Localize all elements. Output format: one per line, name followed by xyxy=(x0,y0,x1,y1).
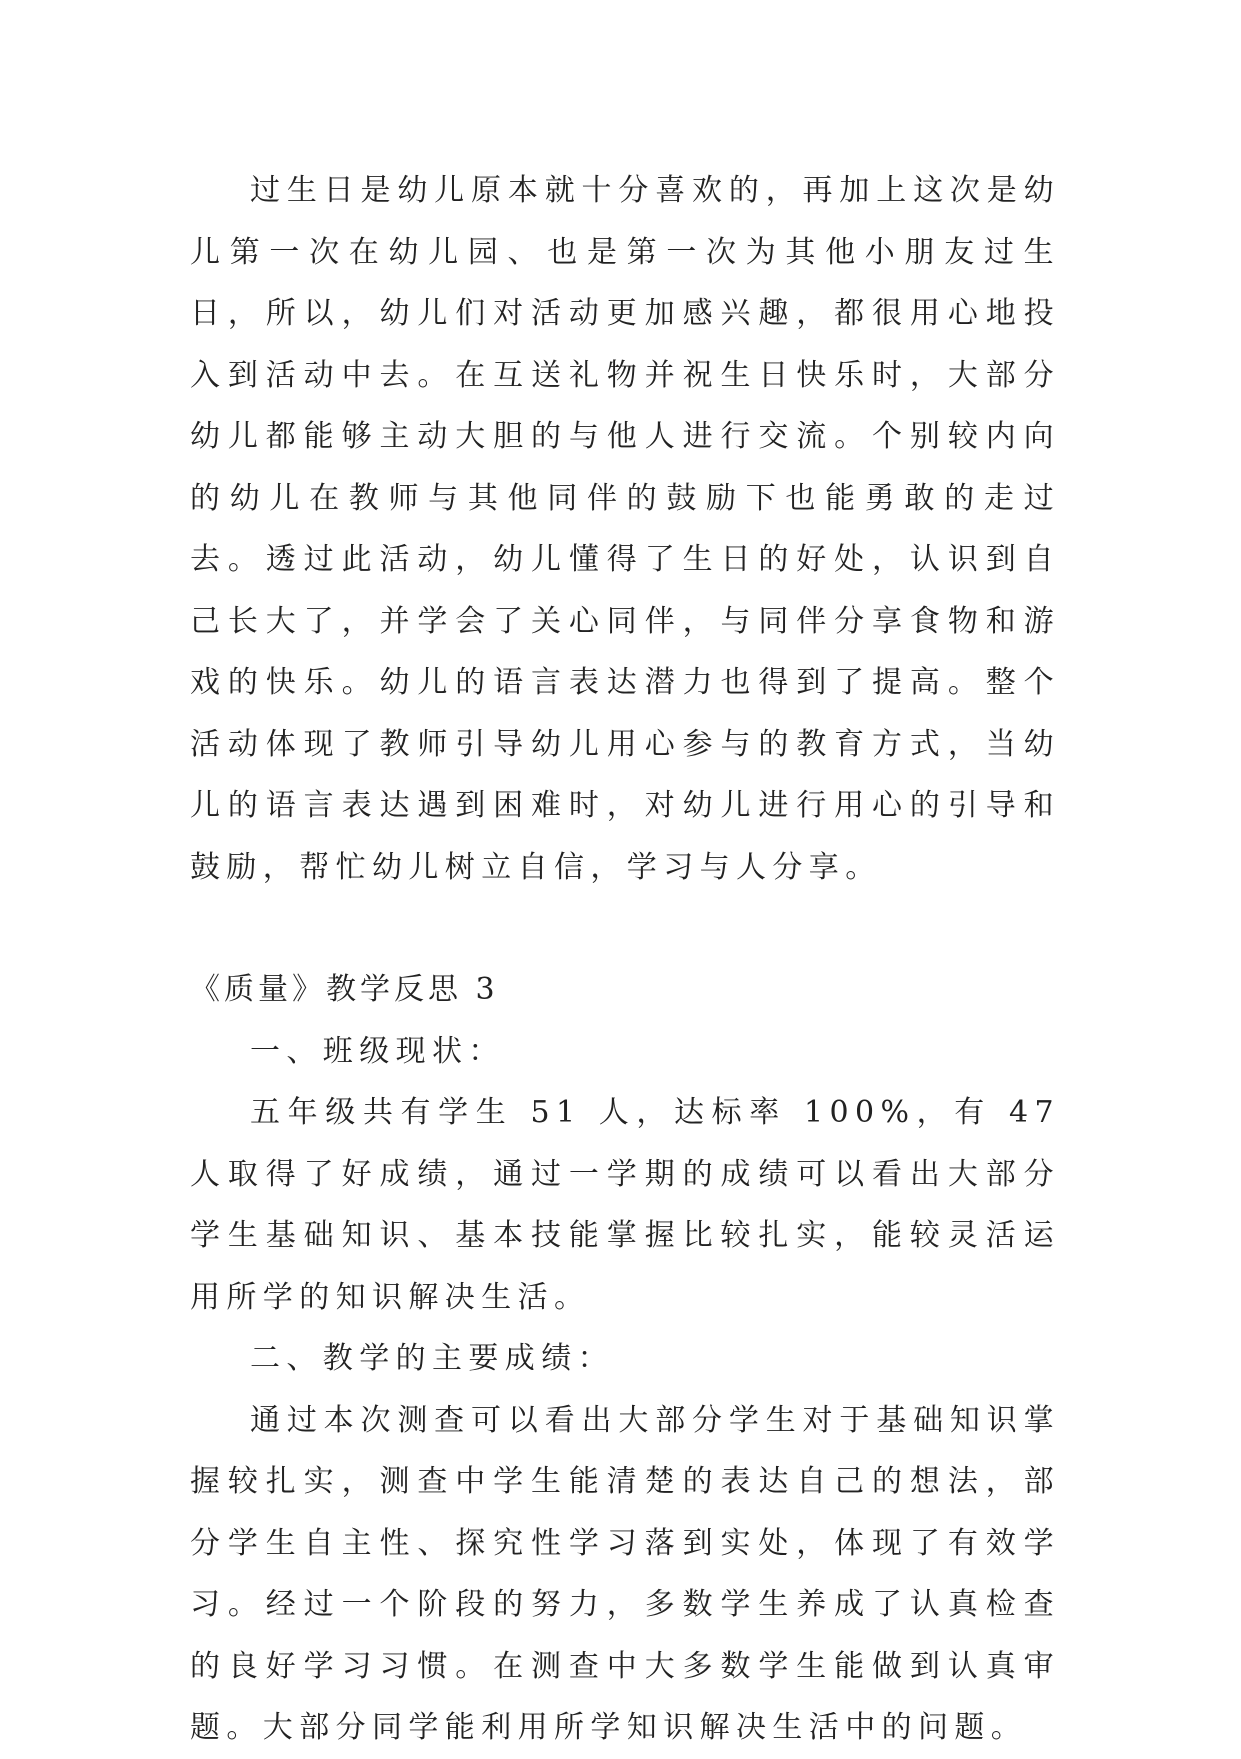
subheading-class-status: 一、班级现状： xyxy=(250,1033,505,1069)
paragraph-class-status: 五年级共有学生 51 人，达标率 100%，有 47 人取得了好成绩，通过一学期的成绩可以看出大部分学生基础知识、基本技能掌握比较扎实，能较灵活运用所学的知识解决生活。 xyxy=(190,1095,1060,1315)
paragraph-birthday-reflection: 过生日是幼儿原本就十分喜欢的，再加上这次是幼儿第一次在幼儿园、也是第一次为其他小朋友过生日，所以，幼儿们对活动更加感兴趣，都很用心地投入到活动中去。在互送礼物并祝生日快乐时，大部分幼儿都能够主动大胆的与他人进行交流。个别较内向的幼儿在教师与其他同伴的鼓励下也能勇敢的走过去。透过此活动，幼儿懂得了生日的好处，认识到自己长大了，并学会了关心同伴，与同伴分享食物和游戏的快乐。幼儿的语言表达潜力也得到了提高。整个活动体现了教师引导幼儿用心参与的教育方式，当幼儿的语言表达遇到困难时，对幼儿进行用心的引导和鼓励，帮忙幼儿树立自信，学习与人分享。 xyxy=(190,173,1060,885)
paragraph-main-achievements: 通过本次测查可以看出大部分学生对于基础知识掌握较扎实，测查中学生能清楚的表达自己的想法，部分学生自主性、探究性学习落到实处，体现了有效学习。经过一个阶段的努力，多数学生养成了认真检查的良好学习习惯。在测查中大多数学生能做到认真审题。大部分同学能利用所学知识解决生活中的问题。 xyxy=(190,1402,1060,1745)
subheading-main-achievements: 二、教学的主要成绩： xyxy=(250,1341,614,1376)
section-title: 《质量》教学反思 3 xyxy=(190,972,499,1007)
document-body xyxy=(190,160,1060,1759)
